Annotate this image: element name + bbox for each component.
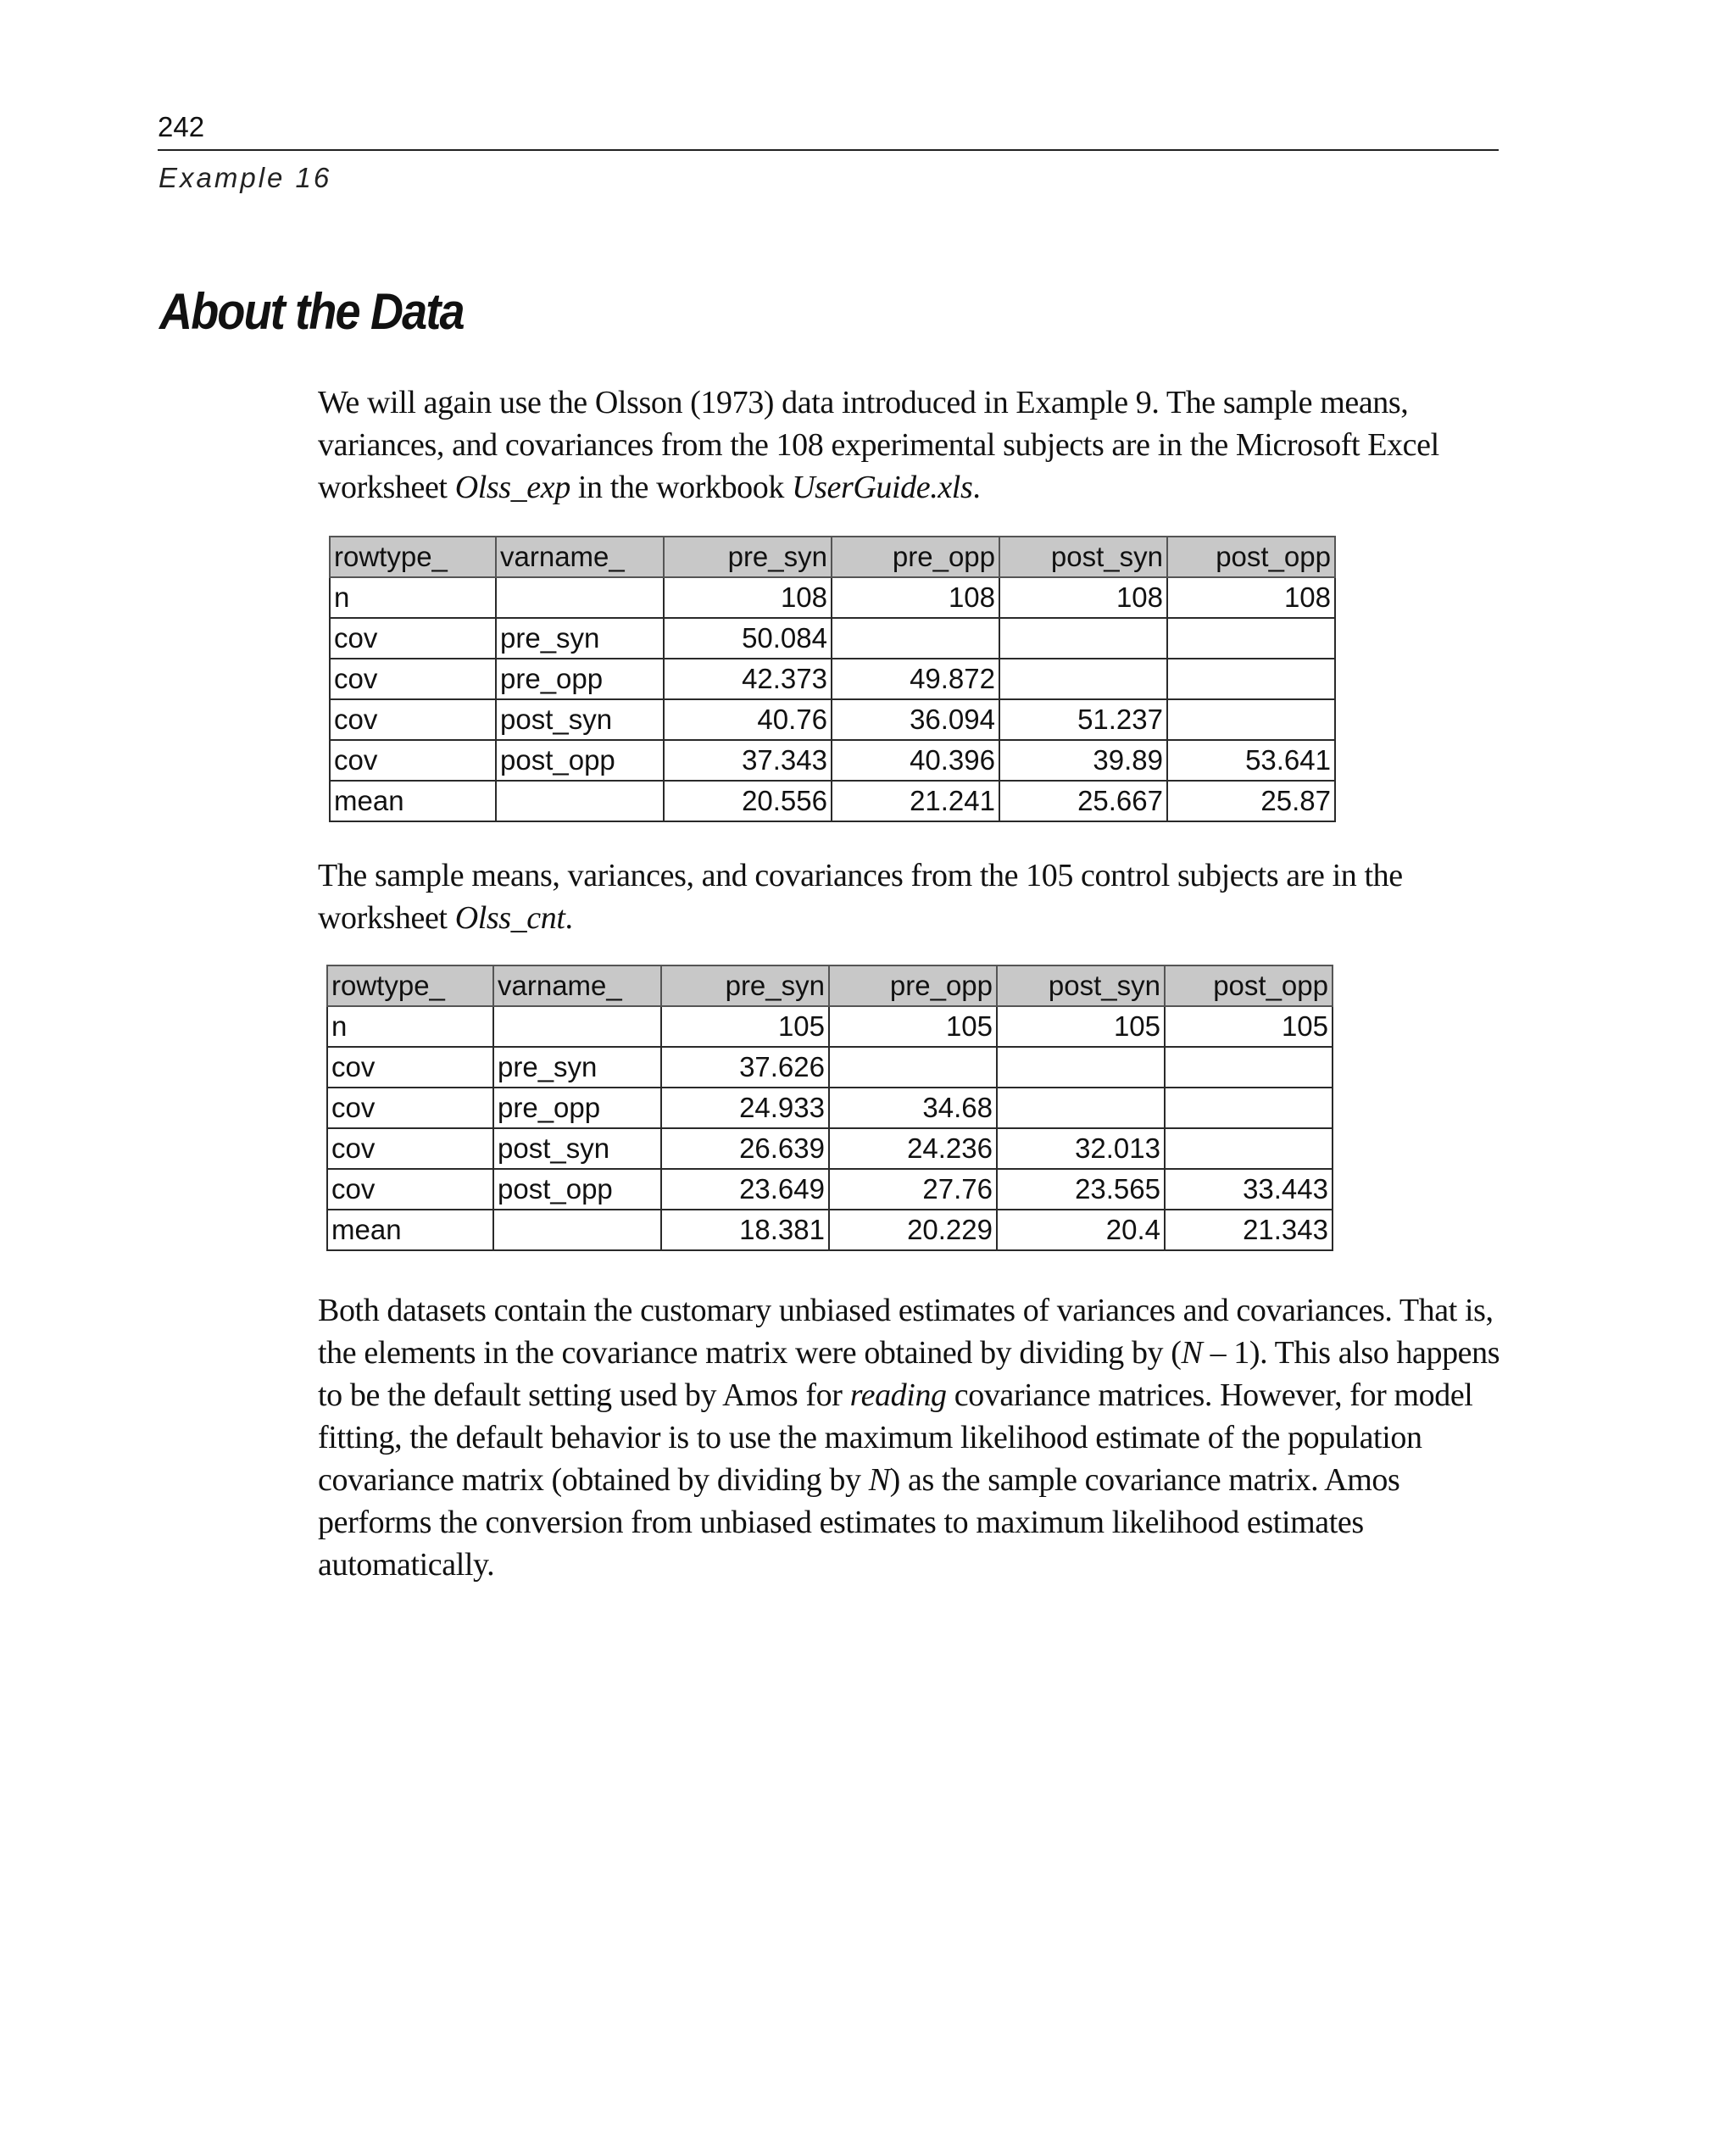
table-cell: pre_syn <box>496 618 664 659</box>
table-cell <box>1165 1088 1333 1128</box>
table-cell: pre_opp <box>493 1088 661 1128</box>
workbook-name: UserGuide.xls <box>792 470 973 505</box>
table-cell: 18.381 <box>661 1210 829 1250</box>
table-row <box>330 577 1335 618</box>
table-cell <box>832 618 999 659</box>
table-cell: 42.373 <box>664 659 832 699</box>
table-header-row <box>327 965 1333 1006</box>
table-cell: pre_syn <box>493 1047 661 1088</box>
table-cell: 20.556 <box>664 781 832 821</box>
worksheet-name-cnt: Olss_cnt <box>454 900 565 936</box>
table-cell <box>999 659 1167 699</box>
table-cell <box>829 1047 997 1088</box>
table-cell: cov <box>330 618 496 659</box>
table-cell <box>493 1006 661 1047</box>
table-cell: mean <box>327 1210 493 1250</box>
table-cell: 40.76 <box>664 699 832 740</box>
table-cell: cov <box>330 740 496 781</box>
column-header: pre_syn <box>664 537 832 577</box>
table-cell: 32.013 <box>997 1128 1165 1169</box>
table-cell: cov <box>330 659 496 699</box>
table-cell <box>1165 1047 1333 1088</box>
column-header: rowtype_ <box>330 537 496 577</box>
column-header: varname_ <box>496 537 664 577</box>
table-cell: 53.641 <box>1167 740 1335 781</box>
table-cell: 23.565 <box>997 1169 1165 1210</box>
table-cell <box>1165 1128 1333 1169</box>
table-cell: cov <box>327 1047 493 1088</box>
table-cell <box>496 781 664 821</box>
table-row <box>327 1006 1333 1047</box>
table-cell <box>493 1210 661 1250</box>
column-header: pre_opp <box>829 965 997 1006</box>
table-row <box>330 699 1335 740</box>
table-cell: 105 <box>661 1006 829 1047</box>
conclusion-text-4: ) as the sample covariance matrix. Amos performs the conversion from unbiased estimates to maximum likelihood estimates automatically. <box>318 1462 1400 1583</box>
table-cell: 20.229 <box>829 1210 997 1250</box>
intro-paragraph <box>318 381 1505 509</box>
table-cell <box>1167 618 1335 659</box>
table-header-row <box>330 537 1335 577</box>
table-cell: 51.237 <box>999 699 1167 740</box>
table-cell: 40.396 <box>832 740 999 781</box>
table-cell: 39.89 <box>999 740 1167 781</box>
table-cell: 27.76 <box>829 1169 997 1210</box>
n-symbol: N <box>1181 1335 1203 1371</box>
table-cell: post_syn <box>493 1128 661 1169</box>
column-header: post_opp <box>1165 965 1333 1006</box>
table-row <box>327 1169 1333 1210</box>
conclusion-text-1: Both datasets contain the customary unbiased estimates of variances and covariances. That is, the elements in the covariance matrix were obtained by dividing by ( <box>318 1293 1494 1371</box>
table-cell: pre_opp <box>496 659 664 699</box>
table-cell: 24.236 <box>829 1128 997 1169</box>
table-row <box>330 740 1335 781</box>
table-cell <box>1167 699 1335 740</box>
conclusion-text-3: covariance matrices. However, for model fitting, the default behavior is to use the maximum likelihood estimate of the population covariance matrix (obtained by dividing by <box>318 1377 1473 1498</box>
control-data-table <box>326 965 1333 1251</box>
table-cell: 105 <box>1165 1006 1333 1047</box>
reading-emphasis: reading <box>849 1377 947 1413</box>
table-cell: 26.639 <box>661 1128 829 1169</box>
table-cell: 33.443 <box>1165 1169 1333 1210</box>
control-paragraph <box>318 854 1505 939</box>
column-header: pre_syn <box>661 965 829 1006</box>
table-cell: 36.094 <box>832 699 999 740</box>
table-cell: 105 <box>829 1006 997 1047</box>
table-row <box>327 1088 1333 1128</box>
running-head: Example 16 <box>159 162 332 193</box>
table-row <box>330 618 1335 659</box>
conclusion-paragraph <box>318 1289 1505 1586</box>
table-cell <box>1167 659 1335 699</box>
table-cell: 37.343 <box>664 740 832 781</box>
table-row <box>330 781 1335 821</box>
table-row <box>330 659 1335 699</box>
table-cell: 108 <box>664 577 832 618</box>
intro-text-2: in the workbook <box>570 470 793 505</box>
column-header: rowtype_ <box>327 965 493 1006</box>
column-header: post_opp <box>1167 537 1335 577</box>
table-cell: post_opp <box>496 740 664 781</box>
table-cell: post_syn <box>496 699 664 740</box>
table-cell: 50.084 <box>664 618 832 659</box>
table-cell <box>999 618 1167 659</box>
worksheet-name-exp: Olss_exp <box>454 470 570 505</box>
control-text-2: . <box>565 900 573 936</box>
page-number: 242 <box>158 111 205 142</box>
column-header: pre_opp <box>832 537 999 577</box>
n-symbol: N <box>868 1462 890 1498</box>
column-header: post_syn <box>999 537 1167 577</box>
table-cell: 37.626 <box>661 1047 829 1088</box>
table-cell: 21.241 <box>832 781 999 821</box>
table-cell: 108 <box>999 577 1167 618</box>
table-cell <box>997 1088 1165 1128</box>
header-rule <box>158 149 1499 151</box>
column-header: post_syn <box>997 965 1165 1006</box>
conclusion-text-2: – 1). This also happens to be the default setting used by Amos for <box>318 1335 1500 1413</box>
column-header: varname_ <box>493 965 661 1006</box>
intro-text-3: . <box>972 470 981 505</box>
table-cell: 20.4 <box>997 1210 1165 1250</box>
table-cell: cov <box>327 1169 493 1210</box>
table-cell <box>997 1047 1165 1088</box>
table-cell: mean <box>330 781 496 821</box>
table-cell: cov <box>327 1128 493 1169</box>
table-cell: 23.649 <box>661 1169 829 1210</box>
table-cell: post_opp <box>493 1169 661 1210</box>
table-cell: n <box>327 1006 493 1047</box>
table-cell: n <box>330 577 496 618</box>
table-cell: cov <box>330 699 496 740</box>
table-cell: 24.933 <box>661 1088 829 1128</box>
section-title: About the Data <box>159 283 464 340</box>
table-cell: 108 <box>1167 577 1335 618</box>
table-cell: 34.68 <box>829 1088 997 1128</box>
table-cell <box>496 577 664 618</box>
control-text-1: The sample means, variances, and covariances from the 105 control subjects are in the worksheet <box>318 858 1403 936</box>
table-row <box>327 1210 1333 1250</box>
table-cell: 25.667 <box>999 781 1167 821</box>
table-cell: 105 <box>997 1006 1165 1047</box>
table-row <box>327 1047 1333 1088</box>
intro-text-1: We will again use the Olsson (1973) data introduced in Example 9. The sample means, variances, and covariances from the 108 experimental subjects are in the Microsoft Excel worksheet <box>318 385 1439 505</box>
table-cell: 108 <box>832 577 999 618</box>
table-cell: 21.343 <box>1165 1210 1333 1250</box>
table-cell: 25.87 <box>1167 781 1335 821</box>
table-cell: 49.872 <box>832 659 999 699</box>
table-cell: cov <box>327 1088 493 1128</box>
table-row <box>327 1128 1333 1169</box>
experimental-data-table <box>329 536 1336 822</box>
